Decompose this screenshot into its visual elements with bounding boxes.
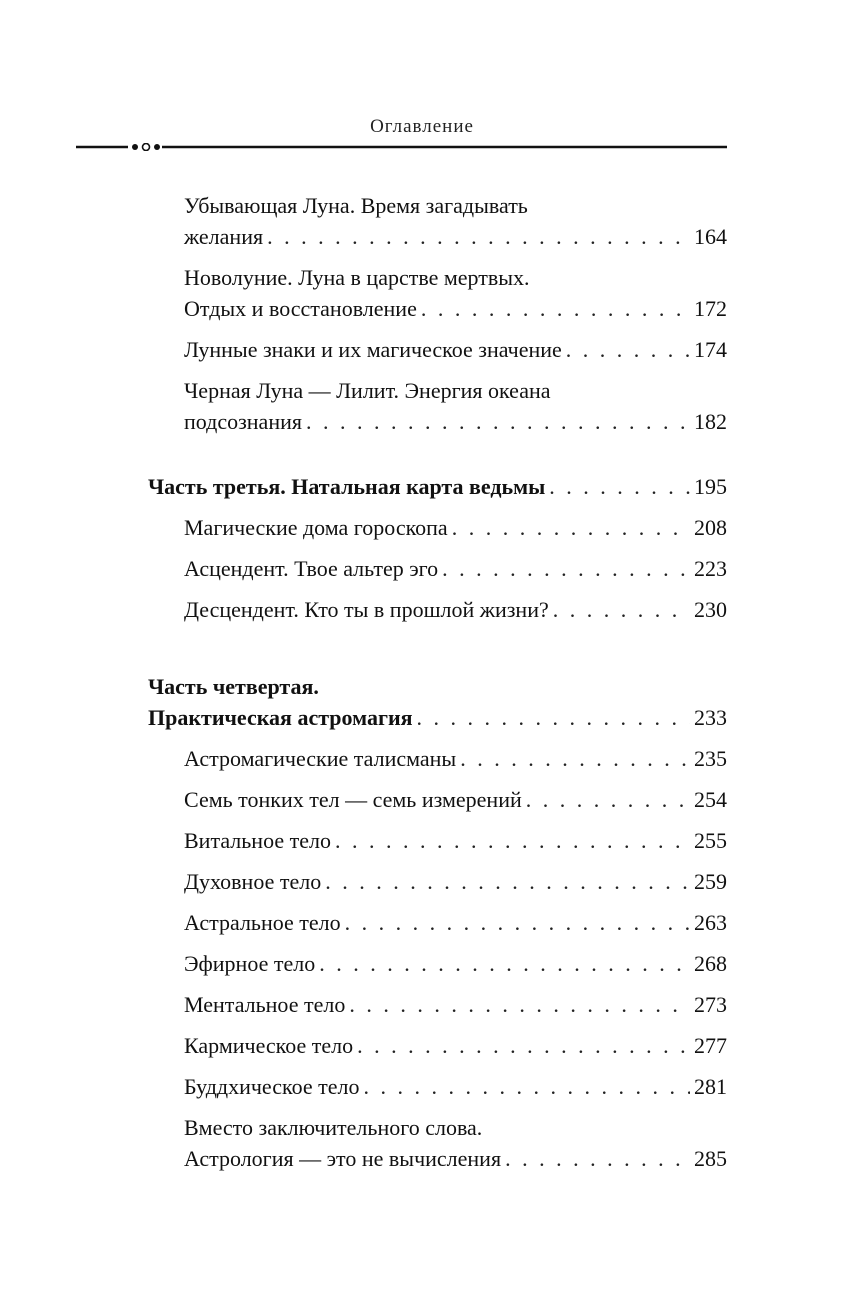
- toc-entry-title: подсознания: [184, 409, 302, 434]
- toc-entry-title: Астромагические талисманы: [184, 746, 457, 771]
- dot-leader: [345, 907, 690, 938]
- toc-entry: [148, 375, 727, 437]
- toc-entry: [148, 948, 727, 979]
- toc-entry-title: Буддхическое тело: [184, 1074, 360, 1099]
- dot-leader: [325, 866, 690, 897]
- toc-entry: [148, 866, 727, 897]
- dot-leader: [549, 471, 690, 502]
- toc-entry: [148, 989, 727, 1020]
- toc-entry: [148, 825, 727, 856]
- toc-entry-title-line: Черная Луна — Лилит. Энергия океана: [184, 378, 551, 403]
- page-number: 172: [694, 296, 727, 321]
- dot-leader: [566, 334, 690, 365]
- toc-entry: [148, 262, 727, 324]
- toc-entry: [148, 512, 727, 543]
- page-number: 208: [694, 515, 727, 540]
- dot-leader: [452, 512, 690, 543]
- toc-entry-title-line: Часть четвертая.: [148, 674, 319, 699]
- toc-entry-title: Ментальное тело: [184, 992, 346, 1017]
- toc-part-heading: [148, 671, 727, 733]
- page-number: 235: [694, 746, 727, 771]
- toc-entry-title: Асцендент. Твое альтер эго: [184, 556, 439, 581]
- toc-entry-title: Кармическое тело: [184, 1033, 354, 1058]
- page-number: 281: [694, 1074, 727, 1099]
- page-number: 277: [694, 1033, 727, 1058]
- toc-entry: [148, 553, 727, 584]
- toc-entry: [148, 1030, 727, 1061]
- page-number: 255: [694, 828, 727, 853]
- toc-entry-title: Эфирное тело: [184, 951, 316, 976]
- toc-entry-title: Духовное тело: [184, 869, 322, 894]
- toc-entry: [148, 743, 727, 774]
- toc-entry-title-line: Убывающая Луна. Время загадывать: [184, 193, 528, 218]
- dot-leader: [505, 1143, 690, 1174]
- toc-entry-title: Десцендент. Кто ты в прошлой жизни?: [184, 597, 549, 622]
- dot-leader: [357, 1030, 690, 1061]
- toc-entry: [148, 190, 727, 252]
- dot-leader: [460, 743, 690, 774]
- page-number: 230: [694, 597, 727, 622]
- toc-entry-title: желания: [184, 224, 264, 249]
- toc-entry-title: Астрология — это не вычисления: [184, 1146, 502, 1171]
- table-of-contents: [148, 190, 727, 1184]
- page-number: 233: [694, 705, 727, 730]
- toc-entry-title: Магические дома гороскопа: [184, 515, 448, 540]
- page-number: 254: [694, 787, 727, 812]
- toc-entry: [148, 334, 727, 365]
- page-number: 182: [694, 409, 727, 434]
- toc-entry-title-line: Новолуние. Луна в царстве мертвых.: [184, 265, 530, 290]
- page-number: 164: [694, 224, 727, 249]
- page-number: 268: [694, 951, 727, 976]
- dot-leader: [421, 293, 690, 324]
- toc-entry: [148, 1112, 727, 1174]
- toc-entry-title-line: Вместо заключительного слова.: [184, 1115, 483, 1140]
- page-number: 223: [694, 556, 727, 581]
- running-head: Оглавление: [370, 116, 474, 137]
- dot-leader: [526, 784, 690, 815]
- toc-entry-title: Лунные знаки и их магическое значение: [184, 337, 562, 362]
- page-number: 259: [694, 869, 727, 894]
- dot-leader: [553, 594, 690, 625]
- dot-leader: [335, 825, 690, 856]
- page-number: 263: [694, 910, 727, 935]
- dot-leader: [363, 1071, 690, 1102]
- toc-entry-title: Астральное тело: [184, 910, 341, 935]
- page-number: 285: [694, 1146, 727, 1171]
- dot-leader: [267, 221, 690, 252]
- toc-entry: [148, 907, 727, 938]
- toc-entry-title: Практическая астромагия: [148, 705, 413, 730]
- toc-entry: [148, 594, 727, 625]
- toc-part-heading: [148, 471, 727, 502]
- dot-leader: [442, 553, 690, 584]
- toc-entry-title: Отдых и восстановление: [184, 296, 417, 321]
- toc-entry-title: Часть третья. Натальная карта ведьмы: [148, 474, 546, 499]
- page-number: 273: [694, 992, 727, 1017]
- dot-leader: [306, 406, 690, 437]
- page-number: 195: [694, 474, 727, 499]
- dot-leader: [417, 702, 690, 733]
- dot-leader: [319, 948, 690, 979]
- page-number: 174: [694, 337, 727, 362]
- toc-entry-title: Витальное тело: [184, 828, 331, 853]
- toc-entry: [148, 784, 727, 815]
- dot-leader: [349, 989, 690, 1020]
- toc-entry-title: Семь тонких тел — семь измерений: [184, 787, 522, 812]
- ornamental-rule: [76, 145, 727, 149]
- toc-entry: [148, 1071, 727, 1102]
